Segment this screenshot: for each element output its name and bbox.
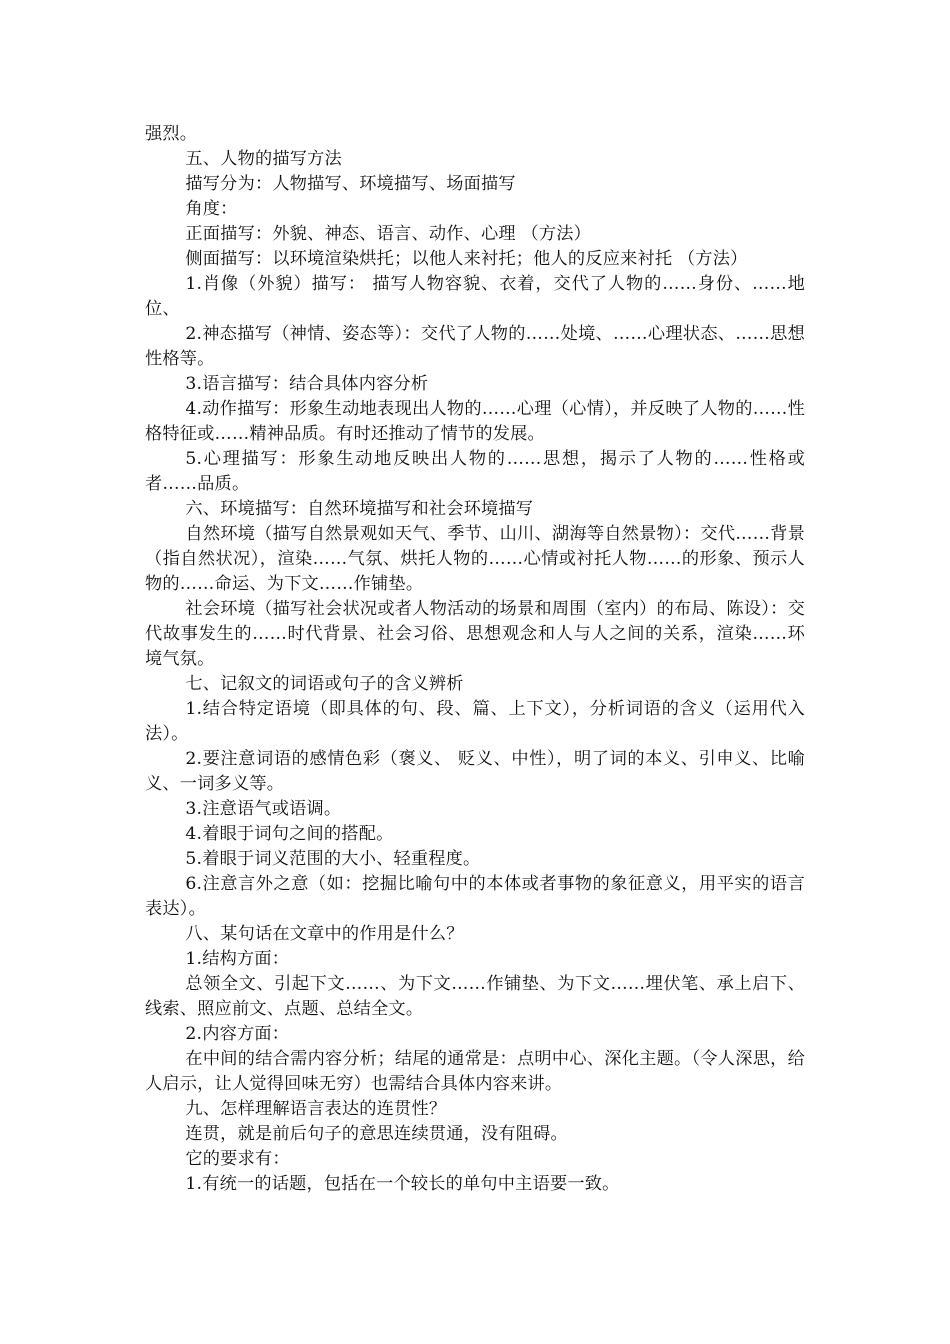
paragraph: 角度： [185,199,238,219]
paragraph: 六、环境描写：自然环境描写和社会环境描写 [185,499,534,519]
paragraph: 正面描写：外貌、神态、语言、动作、心理 （方法） [185,224,591,244]
paragraph: 侧面描写：以环境渲染烘托；以他人来衬托；他人的反应来衬托 （方法） [185,249,748,269]
paragraph: 2.神态描写（神情、姿态等）：交代了人物的……处境、……心理状态、……思想性格等。 [145,324,805,369]
paragraph: 2.要注意词语的感情色彩（褒义、 贬义、中性），明了词的本义、引申义、比喻义、一词多义等。 [145,749,805,794]
paragraph: 5.心理描写：形象生动地反映出人物的……思想，揭示了人物的……性格或者……品质。 [145,449,805,494]
paragraph: 1.肖像（外貌）描写： 描写人物容貌、衣着，交代了人物的……身份、……地位、 [145,274,805,319]
paragraph: 4.动作描写：形象生动地表现出人物的……心理（心情），并反映了人物的……性格特征或……精神品质。有时还推动了情节的发展。 [145,399,805,444]
paragraph: 2.内容方面： [185,1024,290,1044]
paragraph: 3.注意语气或语调。 [185,799,342,819]
paragraph: 强烈。 [145,124,198,144]
paragraph: 它的要求有： [185,1149,290,1169]
paragraph: 3.语言描写：结合具体内容分析 [185,374,429,394]
paragraph: 七、记叙文的词语或句子的含义辨析 [185,674,464,694]
paragraph: 在中间的结合需内容分析；结尾的通常是：点明中心、深化主题。（令人深思，给人启示，让人觉得回味无穷）也需结合具体内容来讲。 [145,1049,805,1094]
document-body [145,122,805,1197]
paragraph: 连贯，就是前后句子的意思连续贯通，没有阻碍。 [185,1124,568,1144]
paragraph: 5.着眼于词义范围的大小、轻重程度。 [185,849,481,869]
paragraph: 1.结合特定语境（即具体的句、段、篇、上下文），分析词语的含义（运用代入法）。 [145,699,805,744]
paragraph: 五、人物的描写方法 [185,149,342,169]
paragraph: 1.结构方面： [185,949,290,969]
paragraph: 社会环境（描写社会状况或者人物活动的场景和周围（室内）的布局、陈设）：交代故事发生的……时代背景、社会习俗、思想观念和人与人之间的关系，渲染……环境气氛。 [145,599,805,669]
paragraph: 自然环境（描写自然景观如天气、季节、山川、湖海等自然景物）：交代……背景（指自然状况），渲染……气氛、烘托人物的……心情或衬托人物……的形象、预示人物的……命运、为下文……作铺垫。 [145,524,805,594]
paragraph: 1.有统一的话题，包括在一个较长的单句中主语要一致。 [185,1174,620,1194]
paragraph: 总领全文、引起下文……、为下文……作铺垫、为下文……埋伏笔、承上启下、线索、照应前文、点题、总结全文。 [145,974,805,1019]
paragraph: 4.着眼于词句之间的搭配。 [185,824,394,844]
paragraph: 6.注意言外之意（如：挖掘比喻句中的本体或者事物的象征意义，用平实的语言表达）。 [145,874,805,919]
paragraph: 九、怎样理解语言表达的连贯性？ [185,1099,447,1119]
paragraph: 描写分为：人物描写、环境描写、场面描写 [185,174,516,194]
paragraph: 八、某句话在文章中的作用是什么？ [185,924,464,944]
